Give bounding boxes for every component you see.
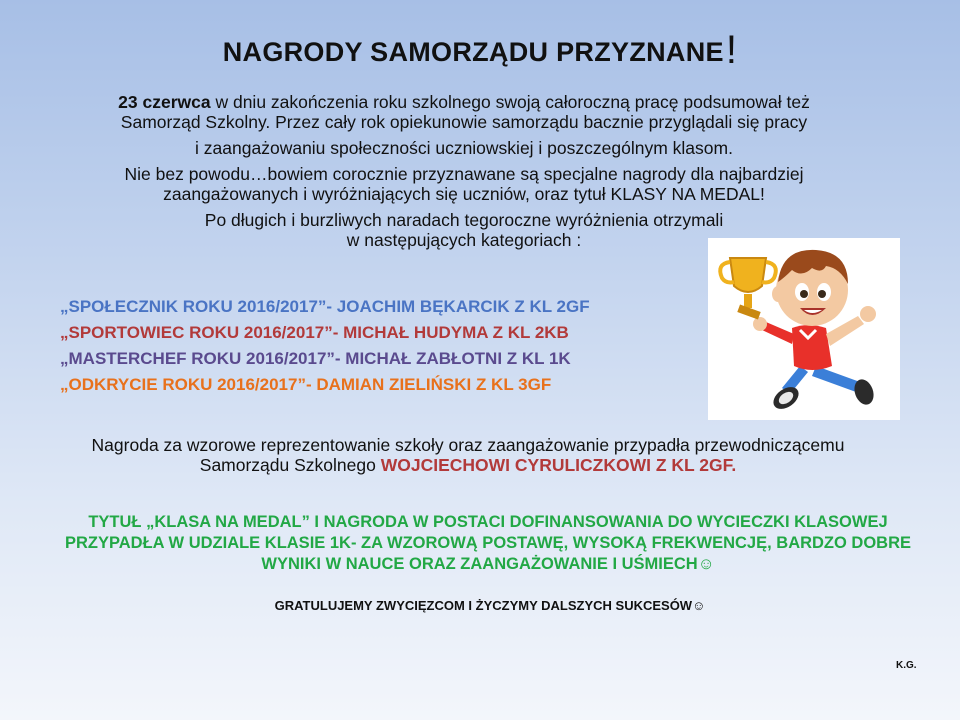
boy-with-trophy-icon [708,238,900,420]
award-item-community: „SPOŁECZNIK ROKU 2016/2017”- JOACHIM BĘKARCIK Z KL 2GF [60,297,590,316]
representation-award [88,435,848,475]
intro-text-1: w dniu zakończenia roku szkolnego swoją całoroczną pracę podsumował też Samorząd Szkolny. Przez cały rok opiekunowie samorządu bacznie przyglądali się pracy [120,92,810,132]
intro-paragraph-2: i zaangażowaniu społeczności uczniowskiej i poszczególnym klasom. [195,138,733,158]
intro-date: 23 czerwca [118,92,211,112]
award-item-masterchef: „MASTERCHEF ROKU 2016/2017”- MICHAŁ ZABŁOTNI Z KL 1K [60,349,571,368]
awards-list [60,294,700,398]
representation-name: WOJCIECHOWI CYRULICZKOWI Z KL 2GF. [380,455,737,475]
intro-paragraph-3: Nie bez powodu…bowiem corocznie przyznawane są specjalne nagrody dla najbardziej zaangażowanych i wyróżniających się uczniów, oraz tytuł KLASY NA MEDAL! [124,164,804,204]
title-text: NAGRODY SAMORZĄDU PRZYZNANE [222,37,724,67]
award-item-sports: „SPORTOWIEC ROKU 2016/2017”- MICHAŁ HUDYMA Z KL 2KB [60,323,569,342]
intro-section [84,92,844,256]
intro-paragraph-4b: w następujących kategoriach : [346,230,582,250]
award-item-discovery: „ODKRYCIE ROKU 2016/2017”- DAMIAN ZIELIŃSKI Z KL 3GF [60,375,552,394]
intro-paragraph-4a: Po długich i burzliwych naradach tegoroczne wyróżnienia otrzymali [204,210,724,230]
representation-text: Nagroda za wzorowe reprezentowanie szkoły oraz zaangażowanie przypadła przewodniczącemu Samorządu Szkolnego [91,435,845,475]
boy-with-trophy-image [708,238,900,420]
signature: K.G. [896,660,917,671]
class-medal-award: TYTUŁ „KLASA NA MEDAL” I NAGRODA W POSTACI DOFINANSOWANIA DO WYCIECZKI KLASOWEJ PRZYPADŁA W UDZIALE KLASIE 1K- ZA WZOROWĄ POSTAWĘ, WYSOKĄ FREKWENCJĘ, BARDZO DOBRE WYNIKI W NAUCE ORAZ ZAANGAŻOWANIE I UŚMIECH☺ [64,513,912,573]
page-title [0,28,960,73]
congratulations-text: GRATULUJEMY ZWYCIĘZCOM I ŻYCZYMY DALSZYCH SUKCESÓW☺ [274,598,706,613]
title-exclamation: ! [725,28,738,72]
intro-paragraph-1 [84,92,844,132]
